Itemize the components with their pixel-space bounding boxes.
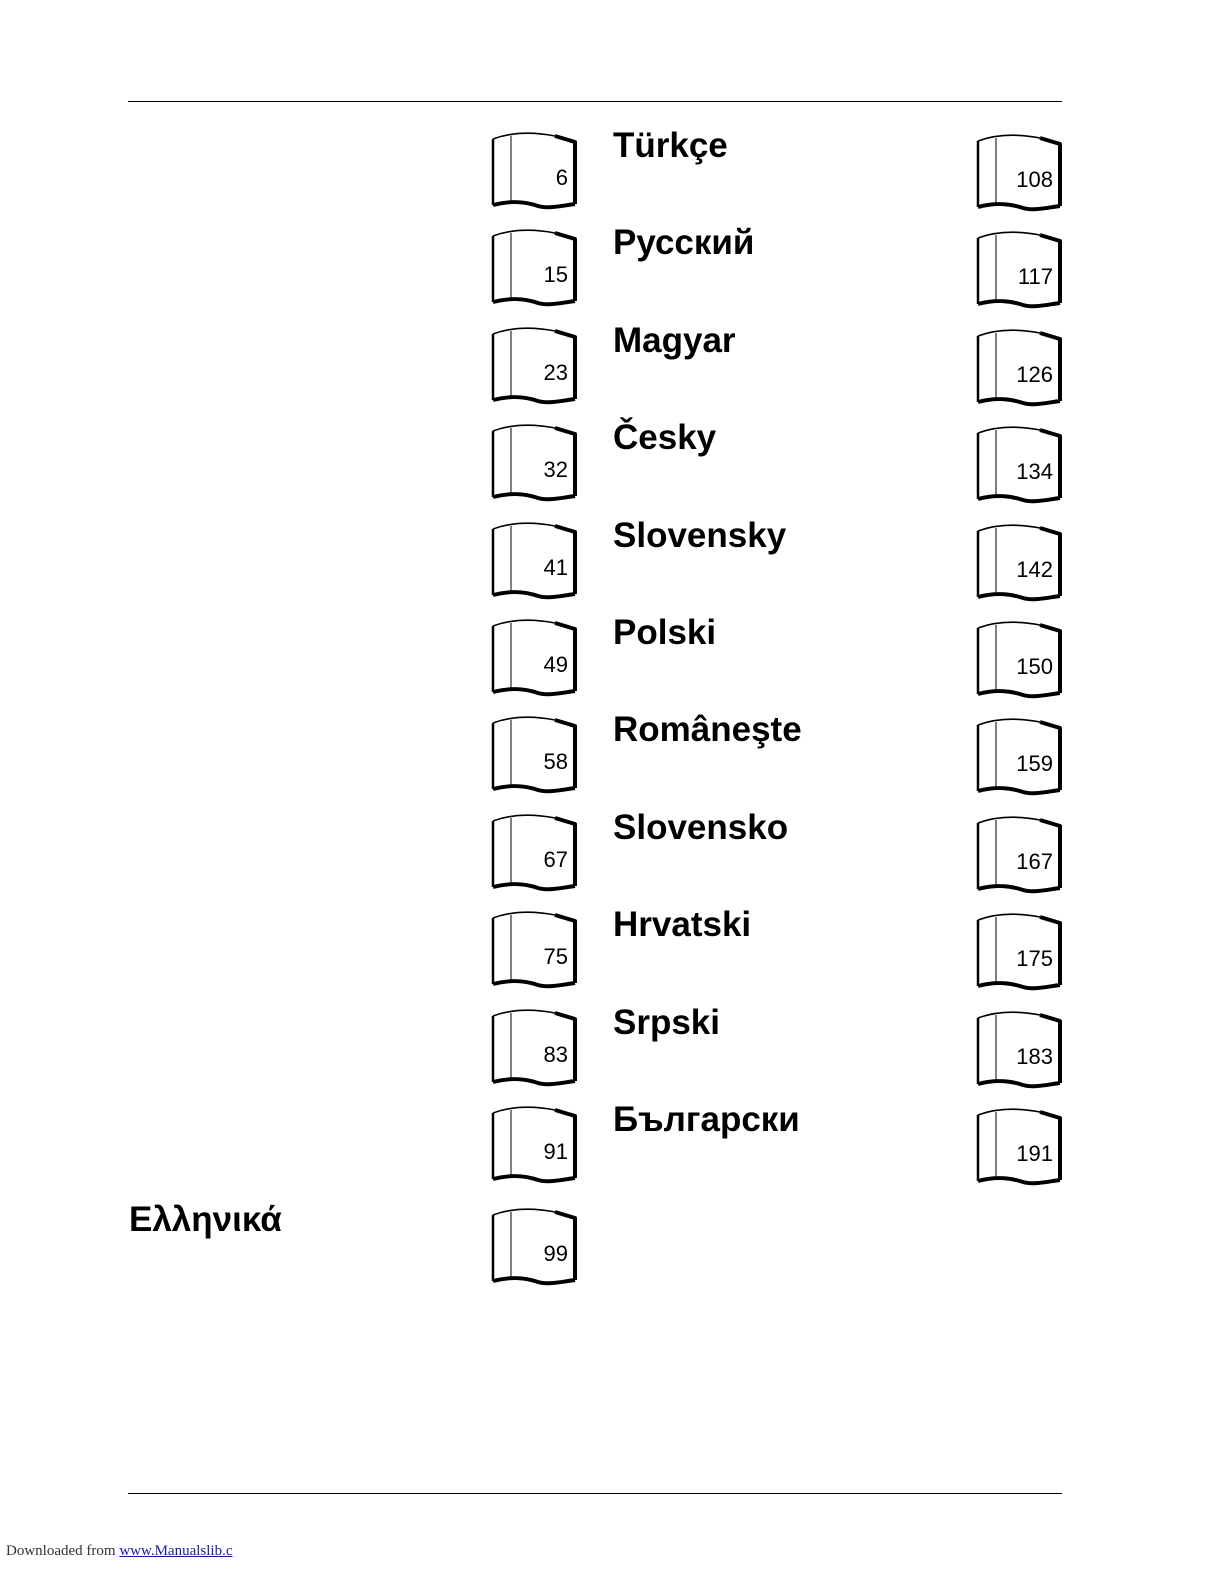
open-book-icon bbox=[490, 1208, 582, 1290]
open-book-icon bbox=[490, 327, 582, 409]
page-reference-right[interactable] bbox=[975, 1011, 1067, 1093]
page-reference-left[interactable] bbox=[490, 814, 582, 896]
page-number: 191 bbox=[1016, 1141, 1053, 1166]
page-reference-right[interactable] bbox=[975, 231, 1067, 313]
page-number: 134 bbox=[1016, 459, 1053, 484]
page-number: 6 bbox=[555, 165, 568, 190]
page-reference-right[interactable] bbox=[975, 621, 1067, 703]
open-book-icon bbox=[490, 716, 582, 798]
page-number: 67 bbox=[543, 847, 568, 872]
page-reference-right[interactable] bbox=[975, 816, 1067, 898]
page-number: 41 bbox=[543, 555, 568, 580]
page-number: 108 bbox=[1016, 167, 1053, 192]
open-book-icon bbox=[490, 814, 582, 896]
page-reference-greek[interactable] bbox=[490, 1208, 582, 1290]
page-number: 167 bbox=[1016, 849, 1053, 874]
page-number: 49 bbox=[543, 652, 568, 677]
page-number: 126 bbox=[1016, 362, 1053, 387]
page-number: 15 bbox=[543, 262, 568, 287]
page-reference-right[interactable] bbox=[975, 329, 1067, 411]
open-book-icon bbox=[490, 132, 582, 214]
page-reference-right[interactable] bbox=[975, 913, 1067, 995]
page-number: 58 bbox=[543, 749, 568, 774]
page-number: 117 bbox=[1017, 264, 1053, 289]
page-reference-left[interactable] bbox=[490, 619, 582, 701]
page-number: 142 bbox=[1016, 557, 1053, 582]
page-number: 75 bbox=[543, 944, 568, 969]
page-reference-left[interactable] bbox=[490, 1106, 582, 1188]
top-rule bbox=[128, 101, 1062, 102]
page-reference-left[interactable] bbox=[490, 716, 582, 798]
footer-source bbox=[6, 1542, 233, 1560]
footer-prefix: Downloaded from bbox=[6, 1543, 120, 1559]
page-reference-left[interactable] bbox=[490, 911, 582, 993]
page-number: 83 bbox=[543, 1042, 568, 1067]
page-reference-left[interactable] bbox=[490, 327, 582, 409]
page-reference-right[interactable] bbox=[975, 1108, 1067, 1190]
page-number: 150 bbox=[1016, 654, 1053, 679]
open-book-icon bbox=[490, 911, 582, 993]
language-title: Polski bbox=[613, 613, 717, 652]
page-number: 91 bbox=[543, 1139, 568, 1164]
open-book-icon bbox=[490, 1106, 582, 1188]
page-reference-left[interactable] bbox=[490, 229, 582, 311]
bottom-rule bbox=[128, 1493, 1062, 1494]
language-title: Srpski bbox=[613, 1003, 720, 1042]
page-reference-left[interactable] bbox=[490, 1009, 582, 1091]
language-title: Slovensko bbox=[613, 808, 789, 847]
language-title: Slovensky bbox=[613, 516, 787, 555]
page-reference-left[interactable] bbox=[490, 522, 582, 604]
page-reference-left[interactable] bbox=[490, 424, 582, 506]
page-number: 175 bbox=[1016, 946, 1053, 971]
page-number: 99 bbox=[543, 1241, 568, 1266]
page-number: 183 bbox=[1016, 1044, 1053, 1069]
page-number: 32 bbox=[543, 457, 568, 482]
page-reference-right[interactable] bbox=[975, 524, 1067, 606]
language-title: Български bbox=[613, 1100, 800, 1139]
open-book-icon bbox=[490, 229, 582, 311]
language-title: Hrvatski bbox=[613, 905, 752, 944]
page-reference-right[interactable] bbox=[975, 718, 1067, 800]
language-title: Česky bbox=[613, 418, 717, 457]
page-reference-right[interactable] bbox=[975, 426, 1067, 508]
page-reference-right[interactable] bbox=[975, 134, 1067, 216]
language-title: Русский bbox=[613, 223, 755, 262]
open-book-icon bbox=[490, 424, 582, 506]
language-title: Româneşte bbox=[613, 710, 802, 749]
open-book-icon bbox=[490, 619, 582, 701]
page-number: 159 bbox=[1016, 751, 1053, 776]
open-book-icon bbox=[490, 1009, 582, 1091]
language-title-greek: Ελληνικά bbox=[129, 1200, 282, 1239]
language-title: Magyar bbox=[613, 321, 736, 360]
open-book-icon bbox=[490, 522, 582, 604]
page-reference-left[interactable] bbox=[490, 132, 582, 214]
language-title: Türkçe bbox=[613, 126, 728, 165]
page-number: 23 bbox=[543, 360, 568, 385]
footer-link[interactable]: www.Manualslib.c bbox=[119, 1543, 233, 1559]
